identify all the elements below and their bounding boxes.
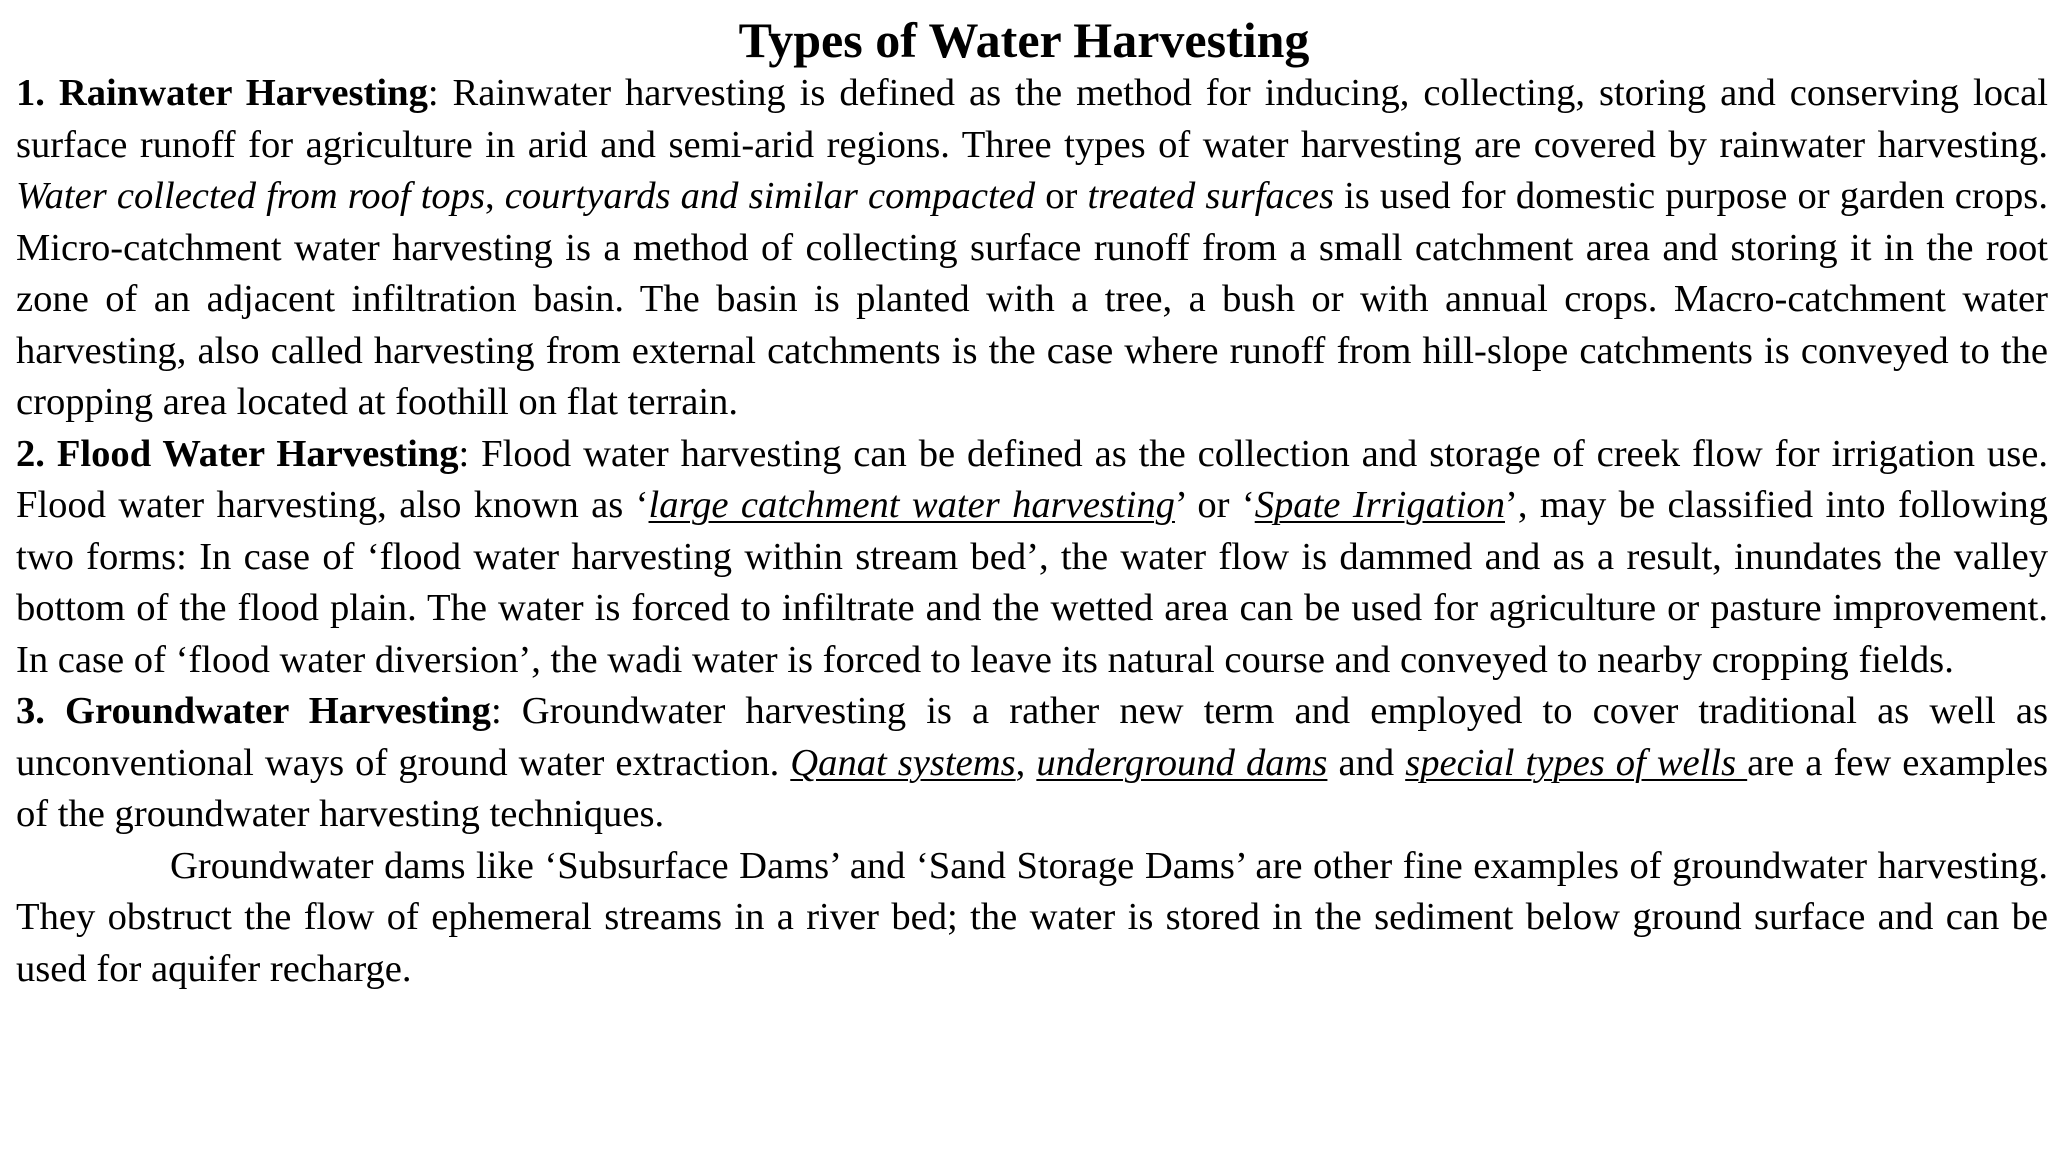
underlined-italic-text: Qanat systems: [790, 741, 1016, 784]
paragraph-rainwater-harvesting: [16, 68, 2048, 429]
paragraph-flood-water-harvesting: [16, 429, 2048, 687]
text-run: are a few examples of the groundwater harvesting techniques.: [16, 741, 2048, 835]
text-run: or: [1035, 175, 1088, 217]
page-title: Types of Water Harvesting: [738, 12, 1310, 68]
italic-text: courtyards and similar compacted: [504, 175, 1036, 217]
text-run: Rainwater harvesting is defined as the method for inducing, collecting, storing and conserving local surface runoff for agriculture in arid and semi-arid regions. Three types of water harvesting are covered by rainwater harvesting.: [16, 72, 2048, 166]
text-run: is used for domestic purpose or garden crops. Micro-catchment water harvesting is a method of collecting surface runoff from a small catchment area and storing it in the root zone of an adjacent infiltration basin. The basin is planted with a tree, a bush or with annual crops. Macro-catchment water harvesting, also called harvesting from external catchments is the case where runoff from hill-slope catchments is conveyed to the cropping area located at foothill on flat terrain.: [16, 175, 2048, 423]
text-run: :: [427, 72, 453, 114]
paragraph-groundwater-dams: Groundwater dams like ‘Subsurface Dams’ and ‘Sand Storage Dams’ are other fine examples of groundwater harvesting. They obstruct the flow of ephemeral streams in a river bed; the water is stored in the sediment below ground surface and can be used for aquifer recharge.: [16, 844, 2048, 990]
paragraph-groundwater-harvesting: [16, 686, 2048, 841]
text-run: ’ or ‘: [1174, 484, 1255, 526]
italic-text: Water collected from roof tops: [16, 175, 486, 217]
section-heading-groundwater: 3. Groundwater Harvesting: [16, 690, 491, 732]
underlined-italic-text: large catchment water harvesting: [648, 484, 1175, 526]
section-heading-flood-water: 2. Flood Water Harvesting: [16, 432, 459, 475]
text-run: ,: [1015, 741, 1037, 784]
text-run: Flood water harvesting can be defined as the collection and storage of creek flow for irrigation use. Flood water harvesting, also known as ‘: [16, 432, 2048, 526]
text-run: :: [458, 432, 482, 475]
text-run: ’, may be classified into following two forms: In case of ‘flood water harvesting within stream bed’, the water flow is dammed and as a result, inundates the valley bottom of the flood plain. The water is forced to infiltrate and the wetted area can be used for agriculture or pasture improvement. In case of ‘flood water diversion’, the wadi water is forced to leave its natural course and conveyed to nearby cropping fields.: [16, 484, 2048, 681]
underlined-italic-text: Spate Irrigation: [1254, 484, 1505, 526]
underlined-italic-text: special types of wells: [1405, 741, 1748, 784]
text-run: ,: [485, 175, 505, 217]
underlined-italic-text: underground dams: [1036, 741, 1328, 784]
text-run: Groundwater harvesting is a rather new term and employed to cover traditional as well as unconventional ways of ground water extraction.: [16, 690, 2048, 784]
text-run: :: [490, 690, 522, 732]
text-run: and: [1327, 741, 1406, 784]
document-page: [16, 12, 2048, 995]
section-heading-rainwater: 1. Rainwater Harvesting: [16, 72, 428, 114]
italic-text: treated surfaces: [1087, 175, 1334, 217]
